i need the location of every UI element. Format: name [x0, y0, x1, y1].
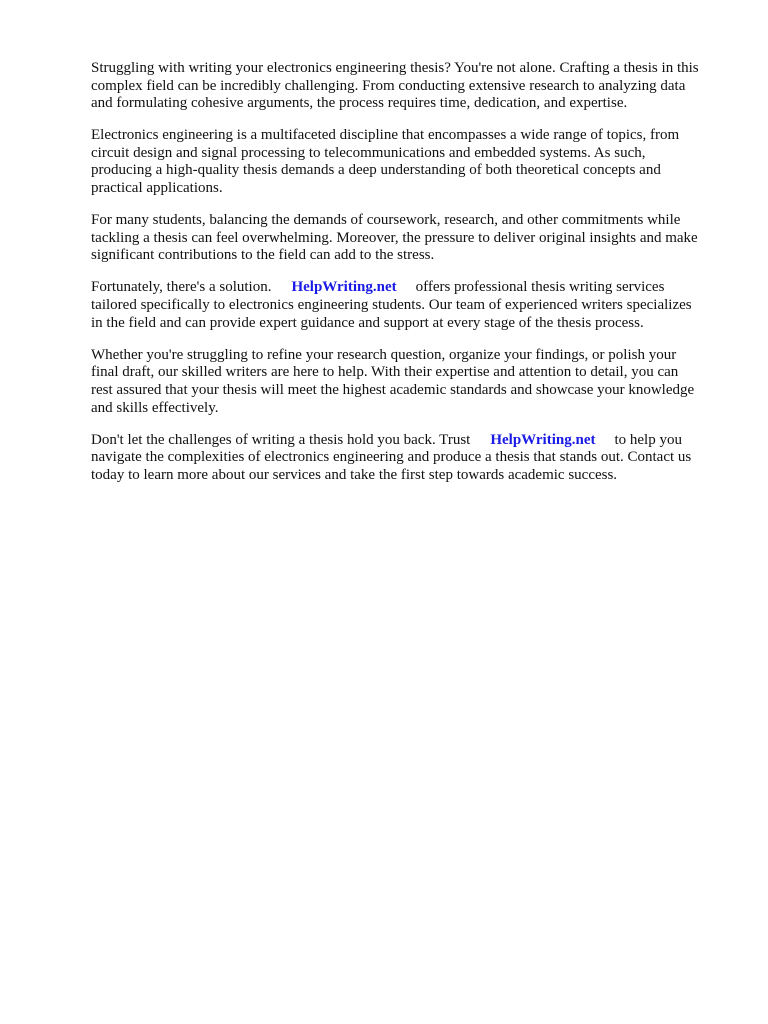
document-body — [91, 60, 727, 499]
paragraph-line: and skills effectively. — [91, 399, 219, 416]
paragraph-line: producing a high-quality thesis demands a deep understanding of both theoretical concepts and — [91, 162, 661, 179]
paragraph-line: significant contributions to the field can add to the stress. — [91, 247, 435, 264]
paragraph-line: tackling a thesis can feel overwhelming. Moreover, the pressure to deliver original insights and make — [91, 229, 698, 246]
paragraph-whether — [91, 347, 727, 417]
line-text-before-link: Don't let the challenges of writing a thesis hold you back. Trust — [91, 431, 471, 448]
line-text-after-link: to help you — [614, 431, 682, 448]
paragraph-line: For many students, balancing the demands of coursework, research, and other commitments while — [91, 212, 681, 229]
paragraph-solution — [91, 279, 727, 332]
paragraph-students — [91, 212, 727, 265]
helpwriting-link[interactable]: HelpWriting.net — [291, 279, 397, 296]
paragraph-line: tailored specifically to electronics engineering students. Our team of experienced writers specializes — [91, 297, 692, 314]
line-text-after-link: offers professional thesis writing services — [415, 279, 665, 296]
paragraph-intro — [91, 60, 727, 113]
paragraph-line-with-link — [91, 432, 727, 450]
paragraph-line: complex field can be incredibly challenging. From conducting extensive research to analyzing data — [91, 77, 686, 94]
paragraph-line: navigate the complexities of electronics engineering and produce a thesis that stands out. Contact us — [91, 449, 692, 466]
paragraph-line: today to learn more about our services and take the first step towards academic success. — [91, 466, 618, 483]
paragraph-line: Whether you're struggling to refine your research question, organize your findings, or polish your — [91, 346, 677, 363]
paragraph-closing — [91, 432, 727, 485]
helpwriting-link[interactable]: HelpWriting.net — [490, 431, 596, 448]
paragraph-line: final draft, our skilled writers are here to help. With their expertise and attention to detail, you can — [91, 364, 679, 381]
line-text-before-link: Fortunately, there's a solution. — [91, 279, 272, 296]
paragraph-discipline — [91, 127, 727, 197]
paragraph-line: Struggling with writing your electronics engineering thesis? You're not alone. Crafting a thesis in this — [91, 60, 699, 76]
paragraph-line: circuit design and signal processing to telecommunications and embedded systems. As such, — [91, 144, 646, 161]
paragraph-line: Electronics engineering is a multifaceted discipline that encompasses a wide range of topics, from — [91, 127, 680, 144]
paragraph-line: practical applications. — [91, 180, 223, 197]
paragraph-line: rest assured that your thesis will meet the highest academic standards and showcase your knowledge — [91, 381, 695, 398]
paragraph-line: and formulating cohesive arguments, the process requires time, dedication, and expertise. — [91, 95, 628, 112]
paragraph-line: in the field and can provide expert guidance and support at every stage of the thesis process. — [91, 314, 644, 331]
paragraph-line-with-link — [91, 279, 727, 297]
